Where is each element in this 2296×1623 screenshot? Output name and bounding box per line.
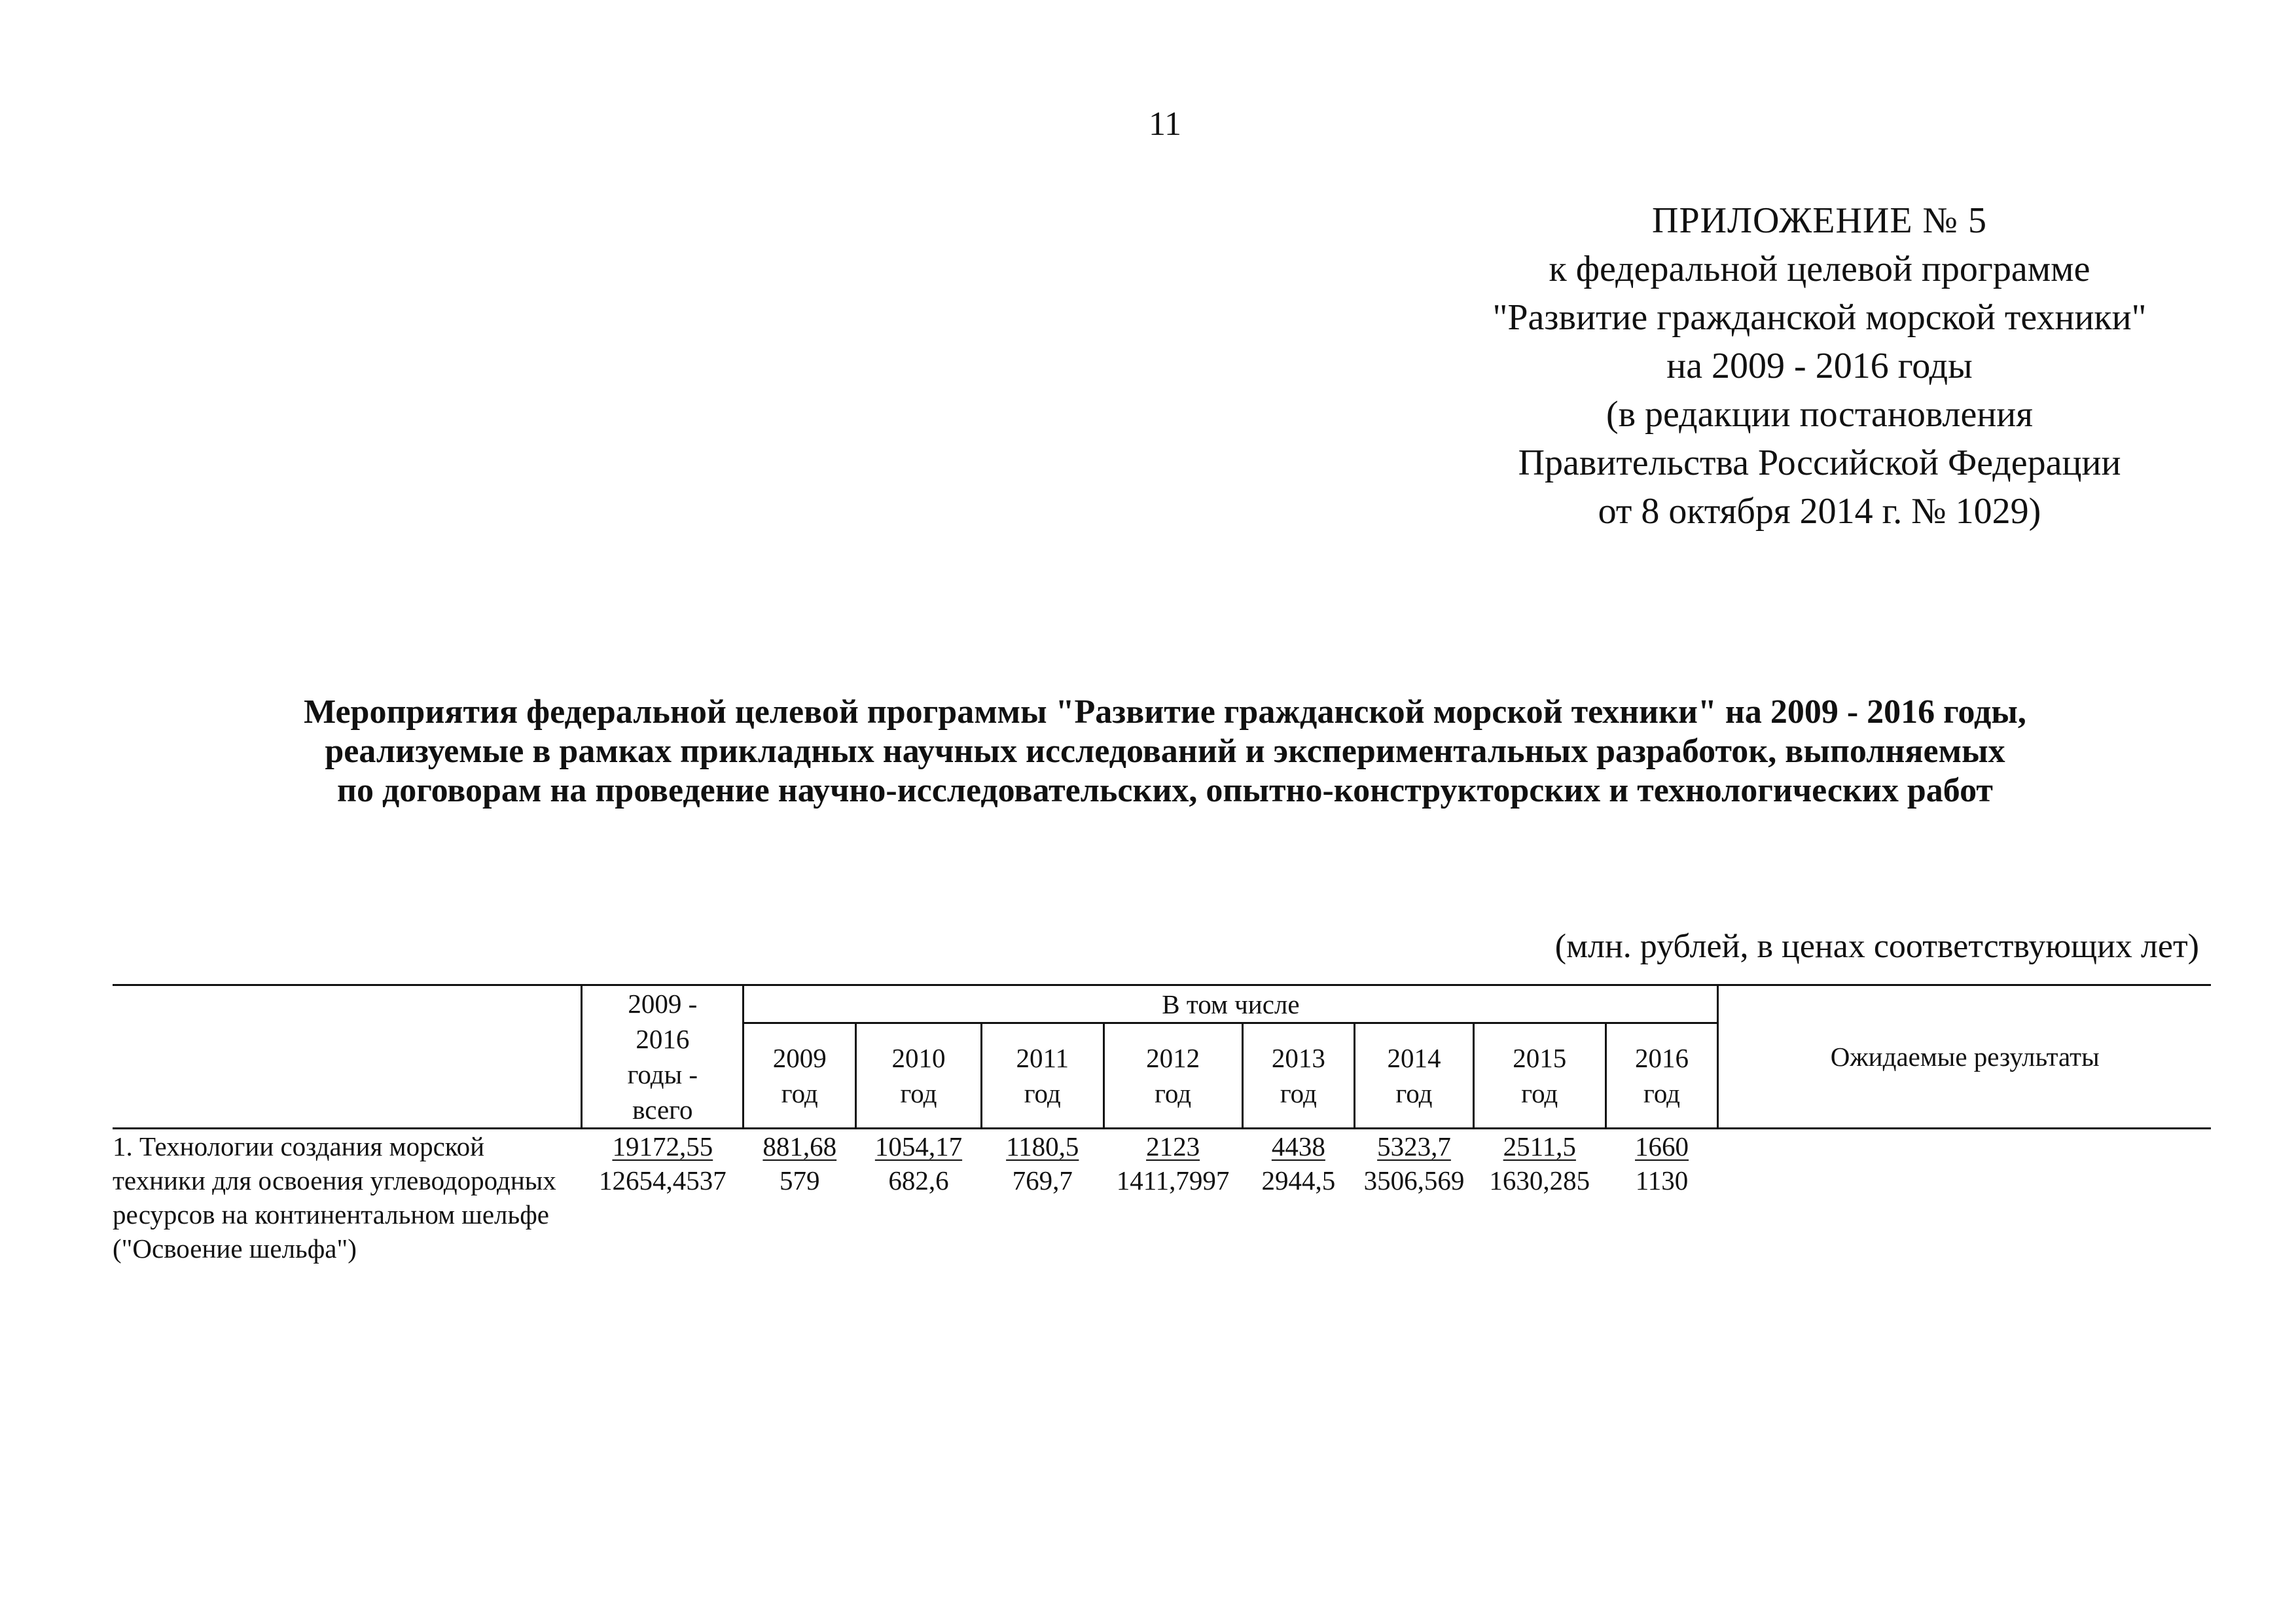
- units-note: (млн. рублей, в ценах соответствующих лет): [1554, 928, 2199, 965]
- document-title: [131, 693, 2199, 811]
- value-full: 1054,17: [874, 1131, 963, 1161]
- value-total-full: 19172,55: [612, 1131, 713, 1161]
- row-results: [1718, 1129, 2211, 1266]
- header-year-2016: 2016 год: [1605, 1023, 1718, 1129]
- value-full: 4438: [1271, 1131, 1325, 1161]
- header-total-line: 2009 -: [628, 989, 698, 1019]
- row-value-2012: [1103, 1129, 1242, 1266]
- header-year-2013: 2013 год: [1242, 1023, 1355, 1129]
- header-including: В том числе: [744, 985, 1718, 1023]
- header-total-line: годы -: [627, 1059, 698, 1089]
- value-full: 1180,5: [1006, 1131, 1079, 1161]
- header-total-cell: [582, 985, 744, 1129]
- value-full: 1660: [1635, 1131, 1689, 1161]
- appendix-line: от 8 октября 2014 г. № 1029): [1598, 491, 2041, 532]
- table-row: [113, 1129, 2211, 1266]
- header-year-2012: 2012 год: [1103, 1023, 1242, 1129]
- value-full: 2123: [1146, 1131, 1200, 1161]
- value-part: 579: [780, 1165, 820, 1195]
- value-part: 1130: [1635, 1165, 1689, 1195]
- header-year-2015: 2015 год: [1473, 1023, 1605, 1129]
- value-full: 881,68: [762, 1131, 837, 1161]
- row-name: 1. Технологии создания морской техники для освоения углеводородных ресурсов на континентальном шельфе ("Освоение шельфа"): [113, 1131, 556, 1264]
- title-line: по договорам на проведение научно-исследовательских, опытно-конструкторских и технологических работ: [337, 772, 1993, 809]
- header-results: Ожидаемые результаты: [1718, 985, 2211, 1129]
- value-full: 5323,7: [1377, 1131, 1451, 1161]
- title-line: Мероприятия федеральной целевой программы "Развитие гражданской морской техники" на 2009 - 2016 годы,: [304, 693, 2026, 731]
- appendix-line: Правительства Российской Федерации: [1518, 443, 2121, 483]
- row-value-2014: [1355, 1129, 1474, 1266]
- header-total-line: 2016: [636, 1024, 690, 1054]
- value-total-part: 12654,4537: [598, 1165, 726, 1195]
- appendix-line: "Развитие гражданской морской техники": [1492, 297, 2147, 338]
- value-part: 769,7: [1012, 1165, 1073, 1195]
- header-year-2011: 2011 год: [981, 1023, 1103, 1129]
- header-total-line: всего: [632, 1095, 693, 1125]
- page-number: 11: [1148, 105, 1182, 143]
- value-full: 2511,5: [1503, 1131, 1576, 1161]
- appendix-line: (в редакции постановления: [1605, 394, 2034, 435]
- row-value-2010: [856, 1129, 982, 1266]
- appendix-block: [1427, 196, 2212, 536]
- appendix-title: ПРИЛОЖЕНИЕ № 5: [1652, 200, 1987, 241]
- value-part: 3506,569: [1363, 1165, 1465, 1195]
- row-value-2013: [1242, 1129, 1355, 1266]
- appendix-line: на 2009 - 2016 годы: [1666, 346, 1973, 386]
- header-year-2014: 2014 год: [1355, 1023, 1474, 1129]
- measures-table: [113, 984, 2211, 1266]
- row-value-2015: [1473, 1129, 1605, 1266]
- value-part: 1630,285: [1489, 1165, 1590, 1195]
- title-line: реализуемые в рамках прикладных научных исследований и экспериментальных разработок, выполняемых: [325, 733, 2005, 770]
- header-name-cell: [113, 985, 582, 1129]
- header-year-2009: 2009 год: [744, 1023, 856, 1129]
- row-value-2009: [744, 1129, 856, 1266]
- appendix-line: к федеральной целевой программе: [1549, 249, 2090, 289]
- value-part: 682,6: [888, 1165, 949, 1195]
- row-value-2011: [981, 1129, 1103, 1266]
- value-part: 1411,7997: [1116, 1165, 1230, 1195]
- header-year-2010: 2010 год: [856, 1023, 982, 1129]
- table-header-row: [113, 985, 2211, 1023]
- row-total: [582, 1129, 744, 1266]
- row-value-2016: [1605, 1129, 1718, 1266]
- value-part: 2944,5: [1261, 1165, 1336, 1195]
